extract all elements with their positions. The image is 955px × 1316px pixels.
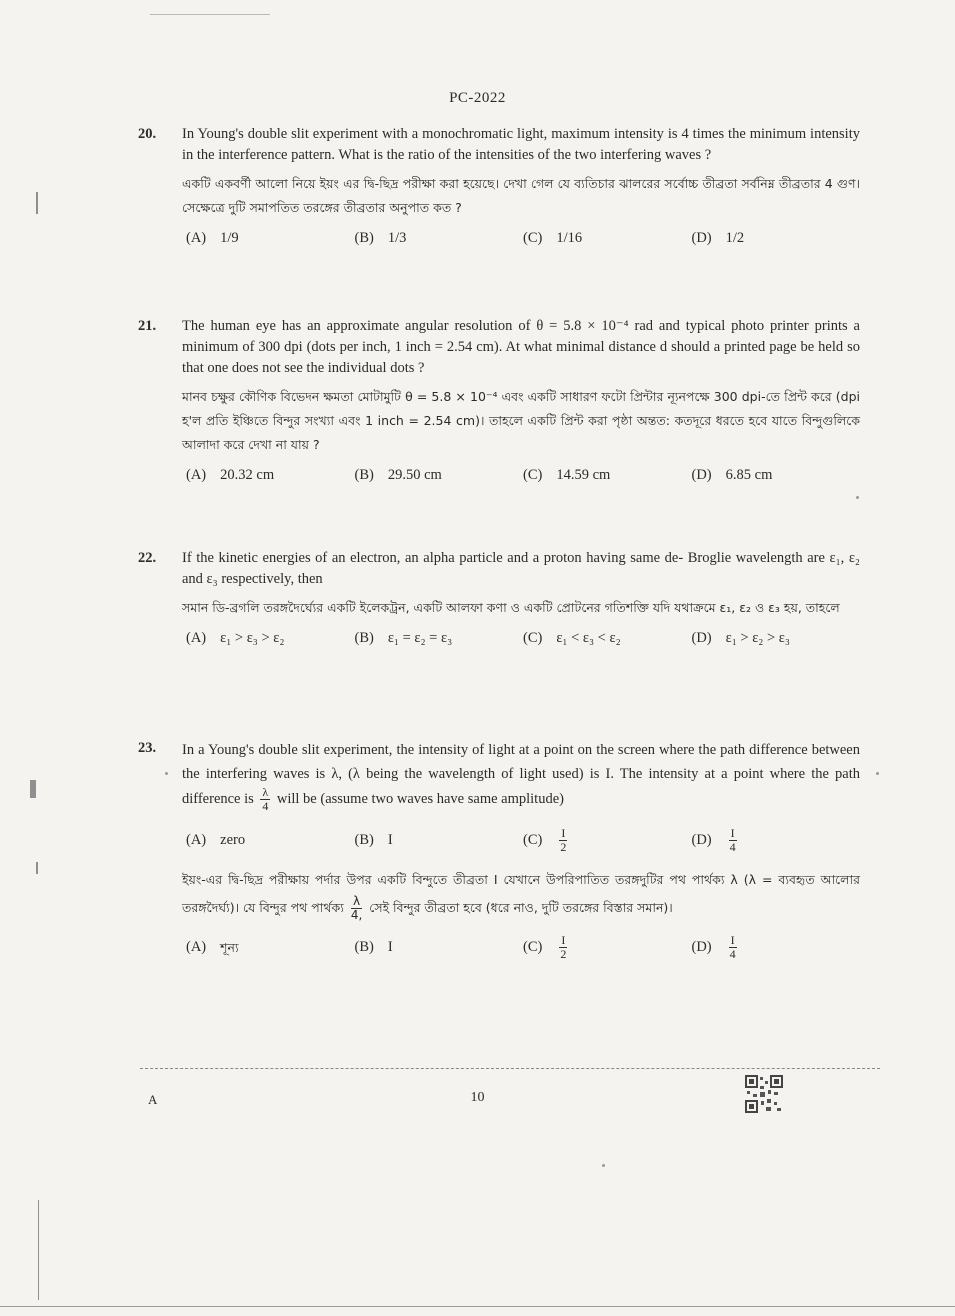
option-value: 1/3 (387, 230, 407, 246)
question-22 (138, 548, 860, 649)
option-c (523, 827, 692, 854)
option-label: (B) (354, 832, 374, 848)
option-a (186, 465, 355, 486)
scan-speck (856, 496, 859, 499)
question-text-bn: একটি একবর্ণী আলো নিয়ে ইয়ং এর দ্বি-ছিদ্র পরীক্ষা করা হয়েছে। দেখা গেল যে ব্যতিচার ঝালরের সর্বোচ্চ তীব্রতা সর্বনিম্ন তীব্রতার 4 গুণ। সেক্ষেত্রে দুটি সমাপতিত তরঙ্গের তীব্রতার অনুপাত কত ? (182, 176, 860, 215)
question-text-part: will be (assume two waves have same amplitude) (276, 790, 564, 807)
question-text-bn (182, 866, 860, 922)
option-a (186, 628, 355, 649)
option-value: zero (220, 832, 246, 848)
fraction (729, 827, 737, 854)
question-text-bn: সমান ডি-ব্রগলি তরঙ্গদৈর্ঘ্যের একটি ইলেকট্রন, একটি আলফা কণা ও একটি প্রোটনের গতিশক্তি যদি যথাক্রমে ε₁, ε₂ ও ε₃ হয়, তাহলে (182, 600, 840, 615)
options-bn (186, 934, 860, 961)
fraction (351, 895, 362, 922)
option-d (692, 934, 861, 961)
question-text-en (182, 738, 860, 813)
scan-speck (602, 1164, 605, 1167)
fraction-numerator: λ (262, 785, 269, 799)
question-number: 20. (138, 126, 157, 142)
option-value: ε₁ > ε₃ > ε₂ (220, 630, 285, 646)
fraction-denominator: 2 (560, 840, 567, 854)
question-text-bn: মানব চক্ষুর কৌণিক বিভেদন ক্ষমতা মোটামুটি θ = 5.8 × 10⁻⁴ এবং একটি সাধারণ ফটো প্রিন্টার ন্যূনপক্ষে 300 dpi-তে প্রিন্ট করে (dpi হ'ল প্রতি ইঞ্চিতে বিন্দুর সংখ্যা এবং 1 inch = 2.54 cm)। তাহলে একটি প্রিন্ট করা পৃষ্ঠা অন্তত: কতদূরে ধরতে হবে যাতে বিন্দুগুলিকে আলাদা করে দেখা না যায় ? (182, 389, 860, 452)
option-value: ε₁ > ε₂ > ε₃ (725, 630, 790, 646)
option-b (355, 628, 524, 649)
option-value: I (387, 832, 393, 848)
question-text-part: সেই বিন্দুর তীব্রতা হবে (ধরে নাও, দুটি তরঙ্গের বিস্তার সমান)। (369, 900, 673, 915)
option-label: (D) (691, 630, 712, 646)
option-label: (A) (186, 467, 207, 483)
option-value: 20.32 cm (220, 467, 275, 483)
option-a (186, 827, 355, 854)
option-label: (C) (523, 467, 543, 483)
question-text-part: ইয়ং-এর দ্বি-ছিদ্র পরীক্ষায় পর্দার উপর একটি বিন্দুতে তীব্রতা I যেখানে উপরিপাতিত তরঙ্গদুটির পথ পার্থক্য λ (λ = ব্যবহৃত আলোর তরঙ্গদৈর্ঘ্য)। যে বিন্দুর পথ পার্থক্য (182, 872, 860, 915)
option-d (692, 465, 861, 486)
fraction-denominator: 4 (729, 947, 736, 961)
footer-separator (140, 1068, 880, 1069)
option-d (692, 628, 861, 649)
options (186, 628, 860, 649)
option-c (523, 628, 692, 649)
question-number: 23. (138, 740, 157, 756)
fraction (559, 827, 567, 854)
fraction-numerator: I (730, 933, 735, 947)
option-value: ε₁ = ε₂ = ε₃ (387, 630, 453, 646)
option-value: I (387, 939, 393, 955)
option-label: (B) (354, 230, 374, 246)
fraction-denominator: 4, (350, 908, 363, 922)
option-label: (A) (186, 939, 207, 955)
option-value: 1/2 (725, 230, 745, 246)
option-label: (D) (691, 939, 712, 955)
option-value: 1/16 (556, 230, 583, 246)
fraction-denominator: 4 (262, 799, 269, 813)
scan-speck (876, 772, 879, 775)
option-value: 29.50 cm (387, 467, 442, 483)
option-label: (C) (523, 230, 543, 246)
scan-mark (36, 192, 38, 214)
option-b (355, 228, 524, 249)
option-c (523, 934, 692, 961)
fraction-numerator: I (561, 933, 566, 947)
option-label: (A) (186, 230, 207, 246)
option-value: 1/9 (220, 230, 239, 246)
option-b (355, 934, 524, 961)
option-label: (D) (691, 832, 712, 848)
option-value: শূন্য (220, 940, 239, 955)
fraction (559, 934, 567, 961)
option-label: (C) (523, 939, 543, 955)
option-a (186, 228, 355, 249)
fraction (729, 934, 737, 961)
question-20 (138, 124, 860, 249)
option-label: (B) (354, 939, 374, 955)
option-a (186, 934, 355, 961)
set-code: A (148, 1092, 158, 1107)
scan-artifact-top (150, 14, 270, 15)
option-label: (D) (691, 230, 712, 246)
options (186, 228, 860, 249)
fraction-denominator: 2 (560, 947, 567, 961)
question-21 (138, 316, 860, 486)
option-label: (C) (523, 832, 543, 848)
scan-mark (36, 862, 38, 874)
option-label: (A) (186, 630, 207, 646)
option-label: (A) (186, 832, 207, 848)
fraction (260, 786, 270, 813)
option-label: (D) (691, 467, 712, 483)
scan-speck (165, 772, 168, 775)
question-23 (138, 738, 860, 961)
question-number: 22. (138, 550, 157, 566)
question-number: 21. (138, 318, 157, 334)
options (186, 465, 860, 486)
qr-code-icon (744, 1074, 784, 1114)
question-text-en: If the kinetic energies of an electron, an alpha particle and a proton having same de- Broglie wavelength are ε₁, ε₂ and ε₃ respectively, then (182, 550, 860, 587)
option-label: (B) (354, 467, 374, 483)
page-number: 10 (470, 1090, 485, 1105)
option-b (355, 827, 524, 854)
question-text-en: In Young's double slit experiment with a monochromatic light, maximum intensity is 4 times the minimum intensity in the interference pattern. What is the ratio of the intensities of the two interfering waves ? (182, 126, 860, 163)
scan-mark (38, 1200, 39, 1300)
options (186, 827, 860, 854)
fraction-denominator: 4 (729, 840, 736, 854)
option-value: 6.85 cm (725, 467, 773, 483)
question-text-en: The human eye has an approximate angular resolution of θ = 5.8 × 10⁻⁴ rad and typical photo printer prints a minimum of 300 dpi (dots per inch, 1 inch = 2.54 cm). At what minimal distance d should a printed page be held so that one does not see the individual dots ? (182, 318, 860, 376)
option-c (523, 228, 692, 249)
option-d (692, 228, 861, 249)
scan-mark (30, 780, 36, 798)
option-value: ε₁ < ε₃ < ε₂ (556, 630, 621, 646)
option-label: (B) (354, 630, 374, 646)
option-label: (C) (523, 630, 543, 646)
fraction-numerator: I (561, 826, 566, 840)
option-c (523, 465, 692, 486)
fraction-numerator: λ (352, 894, 361, 908)
scan-artifact-bottom (0, 1306, 955, 1307)
option-b (355, 465, 524, 486)
page-header: PC-2022 (449, 90, 506, 106)
option-value: 14.59 cm (556, 467, 611, 483)
fraction-numerator: I (730, 826, 735, 840)
question-text-part: In a Young's double slit experiment, the intensity of light at a point on the screen where the path difference between the interfering waves is λ, (λ being the wavelength of light used) is I. The intensity at a point where the path difference is (182, 742, 860, 807)
option-d (692, 827, 861, 854)
